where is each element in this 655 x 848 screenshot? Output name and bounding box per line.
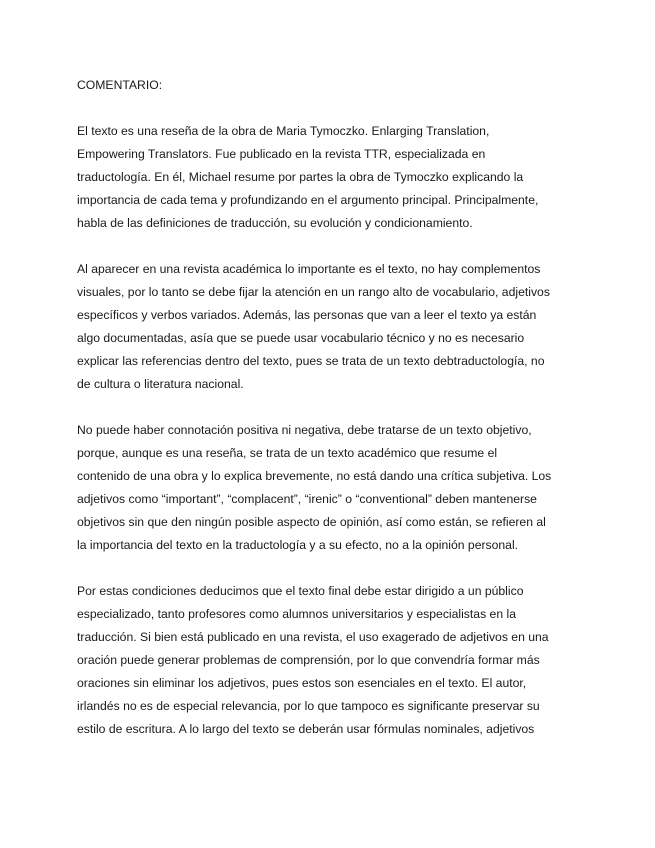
document-heading: COMENTARIO: (77, 78, 163, 92)
text-line: algo documentadas, asía que se puede usar vocabulario técnico y no es necesario (77, 331, 525, 345)
document-body (77, 74, 577, 764)
text-line: explicar las referencias dentro del texto, pues se trata de un texto debtraductología, no (77, 354, 545, 368)
text-line: traductología. En él, Michael resume por partes la obra de Tymoczko explicando la (77, 170, 524, 184)
paragraph-2 (77, 258, 577, 396)
text-line: adjetivos como “important”, “complacent”, “irenic” o “conventional” deben mantenerse (77, 492, 537, 506)
text-line: importancia de cada tema y profundizando en el argumento principal. Principalmente, (77, 193, 539, 207)
paragraph-4 (77, 580, 577, 741)
text-line: estilo de escritura. A lo largo del texto se deberán usar fórmulas nominales, adjetivos (77, 722, 535, 736)
text-line: de cultura o literatura nacional. (77, 377, 244, 391)
paragraph-3 (77, 419, 577, 557)
text-line: la importancia del texto en la traductología y a su efecto, no a la opinión personal. (77, 538, 519, 552)
text-line: habla de las definiciones de traducción, su evolución y condicionamiento. (77, 216, 473, 230)
text-line: No puede haber connotación positiva ni negativa, debe tratarse de un texto objetivo, (77, 423, 532, 437)
text-line: El texto es una reseña de la obra de Maria Tymoczko. Enlarging Translation, (77, 124, 490, 138)
text-line: Por estas condiciones deducimos que el texto final debe estar dirigido a un público (77, 584, 524, 598)
text-line: irlandés no es de especial relevancia, por lo que tampoco es significante preservar su (77, 699, 540, 713)
text-line: especializado, tanto profesores como alumnos universitarios y especialistas en la (77, 607, 516, 621)
text-line: porque, aunque es una reseña, se trata de un texto académico que resume el (77, 446, 498, 460)
text-line: oraciones sin eliminar los adjetivos, pues estos son esenciales en el texto. El autor, (77, 676, 527, 690)
paragraph-1 (77, 120, 577, 235)
text-line: oración puede generar problemas de comprensión, por lo que convendría formar más (77, 653, 540, 667)
text-line: visuales, por lo tanto se debe fijar la atención en un rango alto de vocabulario, adjetivos (77, 285, 550, 299)
text-line: objetivos sin que den ningún posible aspecto de opinión, así como están, se refieren al (77, 515, 546, 529)
text-line: específicos y verbos variados. Además, las personas que van a leer el texto ya están (77, 308, 537, 322)
text-line: Al aparecer en una revista académica lo importante es el texto, no hay complementos (77, 262, 541, 276)
text-line: Empowering Translators. Fue publicado en la revista TTR, especializada en (77, 147, 486, 161)
text-line: contenido de una obra y lo explica brevemente, no está dando una crítica subjetiva. Los (77, 469, 552, 483)
text-line: traducción. Si bien está publicado en una revista, el uso exagerado de adjetivos en una (77, 630, 549, 644)
